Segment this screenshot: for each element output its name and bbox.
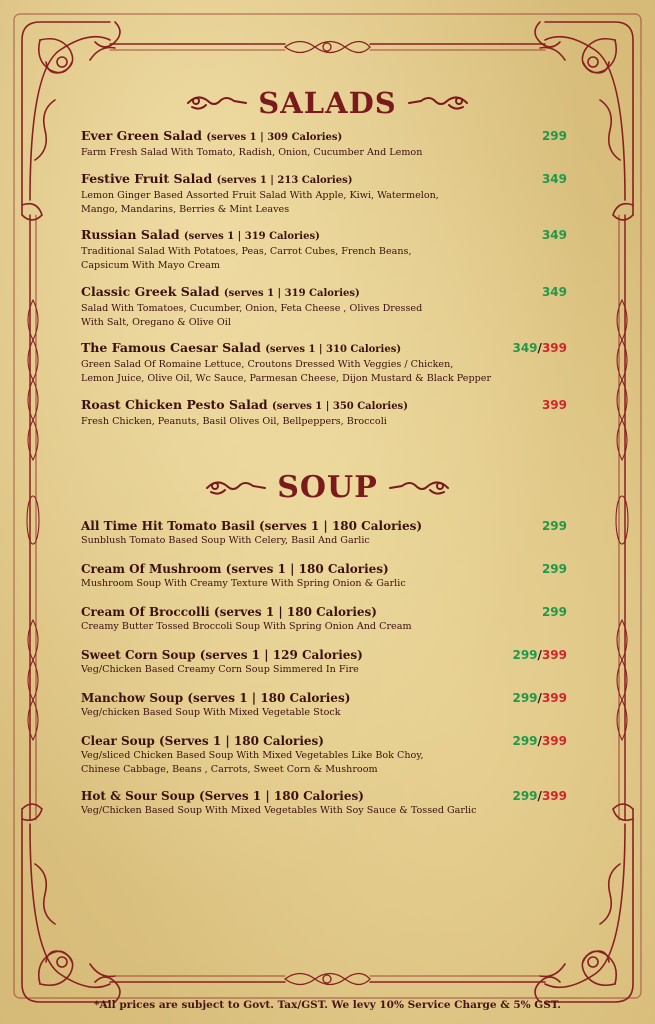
left-flourish-icon [186,93,248,113]
left-flourish-icon [205,478,267,498]
item-description: With Salt, Oregano & Olive Oil [81,316,231,328]
item-description: Lemon Juice, Olive Oil, Wc Sauce, Parmesan Cheese, Dijon Mustard & Black Pepper [81,372,492,384]
item-price: 299/399 [512,734,567,748]
item-meta: (serves 1 | 213 Calories) [216,175,353,186]
item-meta: (serves 1 | 180 Calories) [187,691,351,705]
soup-heading [0,470,655,505]
menu-item [81,733,571,776]
item-price: 299 [541,605,567,619]
item-name: Sweet Corn Soup [81,648,196,662]
item-name: Festive Fruit Salad [81,171,213,186]
item-name: All Time Hit Tomato Basil [81,519,255,533]
item-name: Cream Of Broccolli [81,605,210,619]
menu-item [81,128,571,160]
menu-item [81,397,571,429]
item-price: 299 [541,519,567,533]
menu-item [81,788,521,818]
menu-item [81,647,571,677]
item-description: Veg/Chicken Based Creamy Corn Soup Simmered In Fire [81,664,359,675]
item-meta: (Serves 1 | 180 Calories) [198,789,364,803]
item-price: 349 [541,228,567,242]
menu-item [81,690,571,720]
item-description: Veg/sliced Chicken Based Soup With Mixed Vegetables Like Bok Choy, [81,750,424,761]
item-name: Ever Green Salad [81,128,203,143]
item-price: 349 [541,172,567,186]
menu-item [81,340,521,385]
item-meta: (serves 1 | 319 Calories) [223,288,360,299]
item-name: Russian Salad [81,227,180,242]
item-description: Chinese Cabbage, Beans , Carrots, Sweet Corn & Mushroom [81,763,378,775]
item-meta: (serves 1 | 319 Calories) [183,231,320,242]
item-price: 299/399 [512,789,567,803]
item-description: Fresh Chicken, Peanuts, Basil Olives Oil, Bellpeppers, Broccoli [81,416,387,427]
right-flourish-icon [407,93,469,113]
salads-heading [0,86,655,120]
item-name: Clear Soup [81,734,155,748]
item-meta: (serves 1 | 180 Calories) [258,519,423,533]
item-description: Mushroom Soup With Creamy Texture With Spring Onion & Garlic [81,578,406,589]
item-description: Sunblush Tomato Based Soup With Celery, Basil And Garlic [81,535,370,546]
item-meta: (serves 1 | 309 Calories) [206,132,343,143]
item-description: Capsicum With Mayo Cream [81,259,220,271]
item-name: Manchow Soup [81,691,184,705]
item-price: 399 [541,398,567,412]
menu-item [81,604,571,634]
item-meta: (serves 1 | 180 Calories) [213,605,377,619]
item-description: Creamy Butter Tossed Broccoli Soup With Spring Onion And Cream [81,621,412,632]
item-description: Mango, Mandarins, Berries & Mint Leaves [81,203,290,215]
item-price: 299 [541,129,567,143]
right-flourish-icon [388,478,450,498]
item-name: Cream Of Mushroom [81,562,222,576]
item-description: Traditional Salad With Potatoes, Peas, Carrot Cubes, French Beans, [81,246,412,257]
item-name: Classic Greek Salad [81,284,220,299]
item-name: Hot & Sour Soup [81,789,195,803]
menu-item [81,227,571,272]
footer-note: *All prices are subject to Govt. Tax/GST. We levy 10% Service Charge & 5% GST. [94,999,561,1011]
soup-title: SOUP [277,470,378,505]
menu-item [81,518,571,548]
item-price: 299 [541,562,567,576]
item-description: Veg/Chicken Based Soup With Mixed Vegetables With Soy Sauce & Tossed Garlic [81,805,477,816]
item-meta: (serves 1 | 129 Calories) [199,648,363,662]
item-price: 349/399 [512,341,567,355]
menu-item [81,284,571,329]
item-price: 299/399 [512,648,567,662]
item-name: Roast Chicken Pesto Salad [81,397,268,412]
salads-title: SALADS [258,86,397,120]
item-meta: (serves 1 | 310 Calories) [265,344,402,355]
item-meta: (serves 1 | 350 Calories) [272,401,408,412]
item-meta: (serves 1 | 180 Calories) [225,562,389,576]
menu-item [81,561,571,591]
item-price: 349 [541,285,567,299]
item-description: Lemon Ginger Based Assorted Fruit Salad With Apple, Kiwi, Watermelon, [81,190,439,201]
item-meta: (Serves 1 | 180 Calories) [159,734,324,748]
item-name: The Famous Caesar Salad [81,340,261,355]
item-description: Green Salad Of Romaine Lettuce, Croutons Dressed With Veggies / Chicken, [81,359,454,370]
item-description: Farm Fresh Salad With Tomato, Radish, Onion, Cucumber And Lemon [81,147,423,158]
menu-item [81,171,571,216]
item-price: 299/399 [512,691,567,705]
item-description: Salad With Tomatoes, Cucumber, Onion, Feta Cheese , Olives Dressed [81,303,423,314]
item-description: Veg/chicken Based Soup With Mixed Vegetable Stock [81,707,341,718]
